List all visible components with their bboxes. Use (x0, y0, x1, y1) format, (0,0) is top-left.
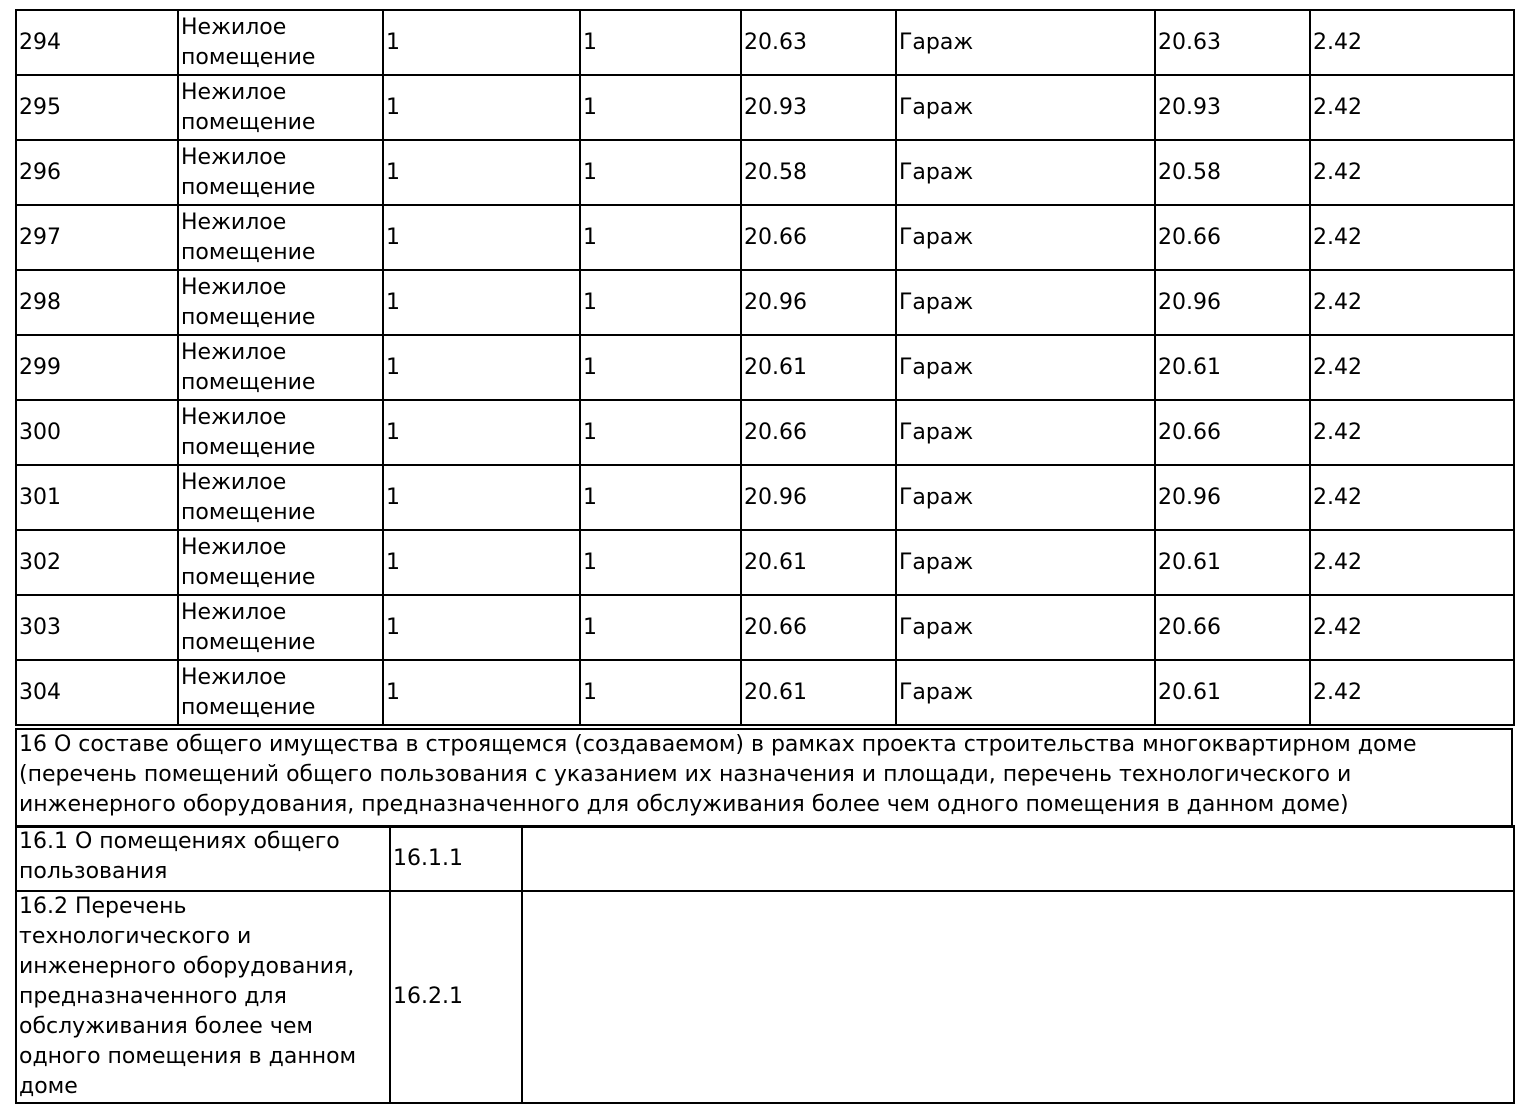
table-row (16, 75, 1514, 140)
table-row (16, 205, 1514, 270)
unit-col4: 1 (580, 465, 741, 530)
unit-height: 2.42 (1310, 400, 1514, 465)
unit-area-total: 20.66 (1155, 400, 1310, 465)
unit-area-total: 20.61 (1155, 335, 1310, 400)
table-row (16, 660, 1514, 725)
section-16-1-code: 16.1.1 (390, 826, 522, 891)
unit-area: 20.66 (741, 205, 896, 270)
section-16-2-label: 16.2 Перечень технологического и инженерного оборудования, предназначенного для обслуживания более чем одного помещения в данном доме (16, 891, 390, 1103)
unit-type: Нежилое помещение (178, 595, 383, 660)
section-16-2-code: 16.2.1 (390, 891, 522, 1103)
unit-height: 2.42 (1310, 10, 1514, 75)
unit-purpose: Гараж (896, 400, 1155, 465)
unit-number: 302 (16, 530, 178, 595)
section-16-1-label: 16.1 О помещениях общего пользования (16, 826, 390, 891)
unit-area: 20.66 (741, 595, 896, 660)
premises-table (15, 9, 1515, 726)
unit-col4: 1 (580, 400, 741, 465)
unit-col3: 1 (383, 660, 580, 725)
unit-area: 20.63 (741, 10, 896, 75)
unit-height: 2.42 (1310, 335, 1514, 400)
unit-height: 2.42 (1310, 465, 1514, 530)
unit-height: 2.42 (1310, 270, 1514, 335)
unit-height: 2.42 (1310, 660, 1514, 725)
table-row (16, 595, 1514, 660)
unit-col3: 1 (383, 400, 580, 465)
unit-number: 301 (16, 465, 178, 530)
unit-area-total: 20.96 (1155, 465, 1310, 530)
unit-number: 304 (16, 660, 178, 725)
unit-area: 20.61 (741, 530, 896, 595)
section-16-items (15, 825, 1515, 1104)
section-16-2-value (522, 891, 1514, 1103)
section-16-header (15, 728, 1513, 828)
unit-col3: 1 (383, 75, 580, 140)
unit-type: Нежилое помещение (178, 270, 383, 335)
section-16-1-row (16, 826, 1514, 891)
section-16-title: 16 О составе общего имущества в строящемся (создаваемом) в рамках проекта строительства многоквартирном доме (перечень помещений общего пользования с указанием их назначения и площади, перечень технологического и инженерного оборудования, предназначенного для обслуживания более чем одного помещения в данном доме) (16, 729, 1512, 827)
unit-area-total: 20.66 (1155, 595, 1310, 660)
unit-type: Нежилое помещение (178, 75, 383, 140)
unit-type: Нежилое помещение (178, 140, 383, 205)
unit-number: 300 (16, 400, 178, 465)
unit-type: Нежилое помещение (178, 205, 383, 270)
unit-type: Нежилое помещение (178, 660, 383, 725)
unit-height: 2.42 (1310, 75, 1514, 140)
unit-area: 20.66 (741, 400, 896, 465)
unit-height: 2.42 (1310, 595, 1514, 660)
unit-number: 295 (16, 75, 178, 140)
unit-type: Нежилое помещение (178, 400, 383, 465)
unit-number: 294 (16, 10, 178, 75)
unit-area-total: 20.61 (1155, 660, 1310, 725)
unit-purpose: Гараж (896, 10, 1155, 75)
unit-type: Нежилое помещение (178, 335, 383, 400)
unit-col4: 1 (580, 10, 741, 75)
unit-type: Нежилое помещение (178, 530, 383, 595)
unit-area-total: 20.61 (1155, 530, 1310, 595)
unit-purpose: Гараж (896, 75, 1155, 140)
unit-purpose: Гараж (896, 660, 1155, 725)
unit-col4: 1 (580, 140, 741, 205)
unit-col3: 1 (383, 270, 580, 335)
section-16-2-row (16, 891, 1514, 1103)
unit-area: 20.58 (741, 140, 896, 205)
unit-col4: 1 (580, 660, 741, 725)
unit-col3: 1 (383, 205, 580, 270)
unit-col4: 1 (580, 270, 741, 335)
unit-purpose: Гараж (896, 140, 1155, 205)
unit-area: 20.96 (741, 270, 896, 335)
unit-col4: 1 (580, 595, 741, 660)
unit-col4: 1 (580, 205, 741, 270)
unit-type: Нежилое помещение (178, 10, 383, 75)
unit-col3: 1 (383, 335, 580, 400)
unit-number: 297 (16, 205, 178, 270)
unit-height: 2.42 (1310, 140, 1514, 205)
unit-area-total: 20.96 (1155, 270, 1310, 335)
unit-col3: 1 (383, 595, 580, 660)
unit-col3: 1 (383, 10, 580, 75)
section-16-1-value (522, 826, 1514, 891)
unit-type: Нежилое помещение (178, 465, 383, 530)
unit-col4: 1 (580, 335, 741, 400)
unit-area-total: 20.63 (1155, 10, 1310, 75)
table-row (16, 10, 1514, 75)
unit-purpose: Гараж (896, 595, 1155, 660)
unit-purpose: Гараж (896, 270, 1155, 335)
unit-col4: 1 (580, 75, 741, 140)
unit-area: 20.96 (741, 465, 896, 530)
table-row (16, 335, 1514, 400)
table-row (16, 530, 1514, 595)
unit-col4: 1 (580, 530, 741, 595)
unit-purpose: Гараж (896, 205, 1155, 270)
table-row (16, 465, 1514, 530)
unit-purpose: Гараж (896, 335, 1155, 400)
table-row (16, 270, 1514, 335)
unit-number: 303 (16, 595, 178, 660)
unit-number: 296 (16, 140, 178, 205)
unit-area-total: 20.58 (1155, 140, 1310, 205)
unit-area-total: 20.93 (1155, 75, 1310, 140)
unit-height: 2.42 (1310, 530, 1514, 595)
premises-table-body (16, 10, 1514, 725)
table-row (16, 400, 1514, 465)
unit-area: 20.93 (741, 75, 896, 140)
unit-number: 299 (16, 335, 178, 400)
unit-col3: 1 (383, 465, 580, 530)
unit-col3: 1 (383, 530, 580, 595)
unit-area-total: 20.66 (1155, 205, 1310, 270)
unit-col3: 1 (383, 140, 580, 205)
unit-height: 2.42 (1310, 205, 1514, 270)
unit-area: 20.61 (741, 660, 896, 725)
table-row (16, 140, 1514, 205)
unit-area: 20.61 (741, 335, 896, 400)
unit-purpose: Гараж (896, 530, 1155, 595)
unit-purpose: Гараж (896, 465, 1155, 530)
unit-number: 298 (16, 270, 178, 335)
